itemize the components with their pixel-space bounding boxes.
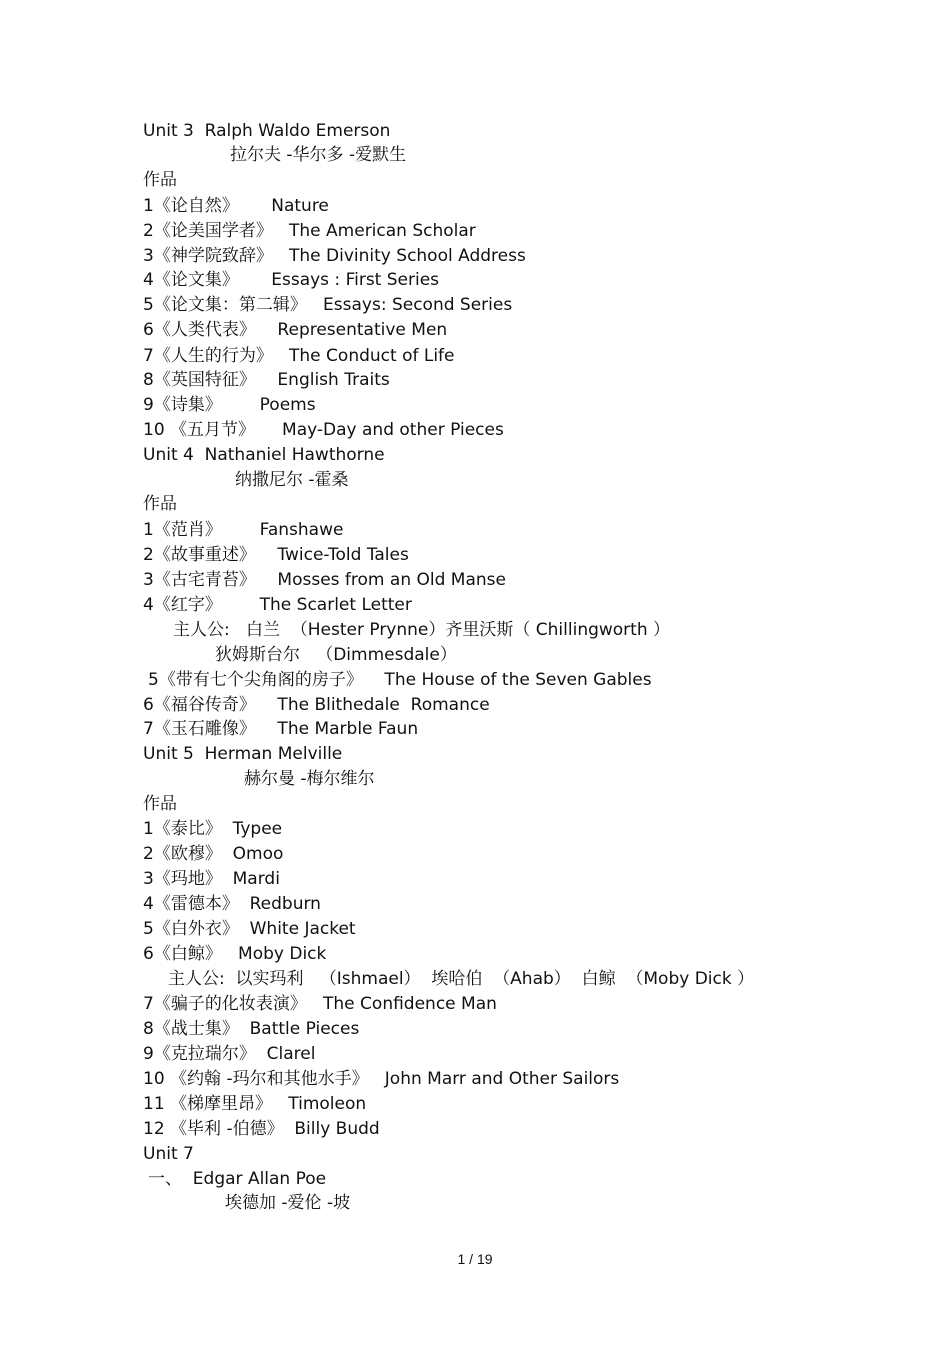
work-item: 6《人类代表》 Representative Men [143, 320, 448, 340]
work-item: 2《故事重述》 Twice-Told Tales [143, 545, 409, 565]
work-item: 11 《梯摩里昂》 Timoleon [143, 1094, 367, 1114]
section-heading: 一、 Edgar Allan Poe [148, 1169, 327, 1189]
works-label: 作品 [143, 494, 177, 514]
works-label: 作品 [143, 794, 177, 814]
work-item: 6《白鲸》 Moby Dick [143, 944, 327, 964]
work-item: 5《带有七个尖角阁的房子》 The House of the Seven Gables [148, 670, 652, 690]
protagonists-line: 主人公: 白兰 （Hester Prynne）齐里沃斯（ Chillingworth ） [173, 620, 671, 640]
work-item: 3《神学院致辞》 The Divinity School Address [143, 246, 526, 266]
work-item: 6《福谷传奇》 The Blithedale Romance [143, 695, 490, 715]
unit-5-heading: Unit 5 Herman Melville [143, 744, 343, 764]
work-item: 10 《约翰 -玛尔和其他水手》 John Marr and Other Sailors [143, 1069, 620, 1089]
work-item: 7《人生的行为》 The Conduct of Life [143, 346, 455, 366]
work-item: 3《古宅青苔》 Mosses from an Old Manse [143, 570, 506, 590]
work-item: 9《诗集》 Poems [143, 395, 316, 415]
protagonists-line: 主人公: 以实玛利 （Ishmael） 埃哈伯 （Ahab） 白鲸 （Moby Dick ） [168, 969, 755, 989]
work-item: 4《红字》 The Scarlet Letter [143, 595, 412, 615]
work-item: 1《论自然》 Nature [143, 196, 329, 216]
work-item: 10 《五月节》 May-Day and other Pieces [143, 420, 504, 440]
poe-name-chinese: 埃德加 -爱伦 -坡 [225, 1193, 351, 1213]
work-item: 2《论美国学者》 The American Scholar [143, 221, 476, 241]
work-item: 4《论文集》 Essays : First Series [143, 270, 440, 290]
protagonists-line: 狄姆斯台尔 （Dimmesdale） [215, 645, 457, 665]
page-number: 1 / 19 [457, 1251, 493, 1267]
work-item: 1《范肖》 Fanshawe [143, 520, 344, 540]
unit-4-heading: Unit 4 Nathaniel Hawthorne [143, 445, 385, 465]
unit-3-heading: Unit 3 Ralph Waldo Emerson [143, 121, 391, 141]
unit-5-author-chinese: 赫尔曼 -梅尔维尔 [244, 769, 375, 789]
work-item: 5《白外衣》 White Jacket [143, 919, 356, 939]
work-item: 3《玛地》 Mardi [143, 869, 280, 889]
work-item: 7《骗子的化妆表演》 The Confidence Man [143, 994, 497, 1014]
work-item: 1《泰比》 Typee [143, 819, 283, 839]
work-item: 9《克拉瑞尔》 Clarel [143, 1044, 316, 1064]
works-label: 作品 [143, 170, 177, 190]
work-item: 8《英国特征》 English Traits [143, 370, 390, 390]
work-item: 5《论文集：第二辑》 Essays: Second Series [143, 295, 513, 315]
work-item: 4《雷德本》 Redburn [143, 894, 321, 914]
unit-7-heading: Unit 7 [143, 1144, 194, 1164]
unit-3-author-chinese: 拉尔夫 -华尔多 -爱默生 [230, 145, 407, 165]
work-item: 8《战士集》 Battle Pieces [143, 1019, 360, 1039]
work-item: 2《欧穆》 Omoo [143, 844, 284, 864]
work-item: 7《玉石雕像》 The Marble Faun [143, 719, 419, 739]
unit-4-author-chinese: 纳撒尼尔 -霍桑 [235, 470, 349, 490]
work-item: 12 《毕利 -伯德》 Billy Budd [143, 1119, 380, 1139]
